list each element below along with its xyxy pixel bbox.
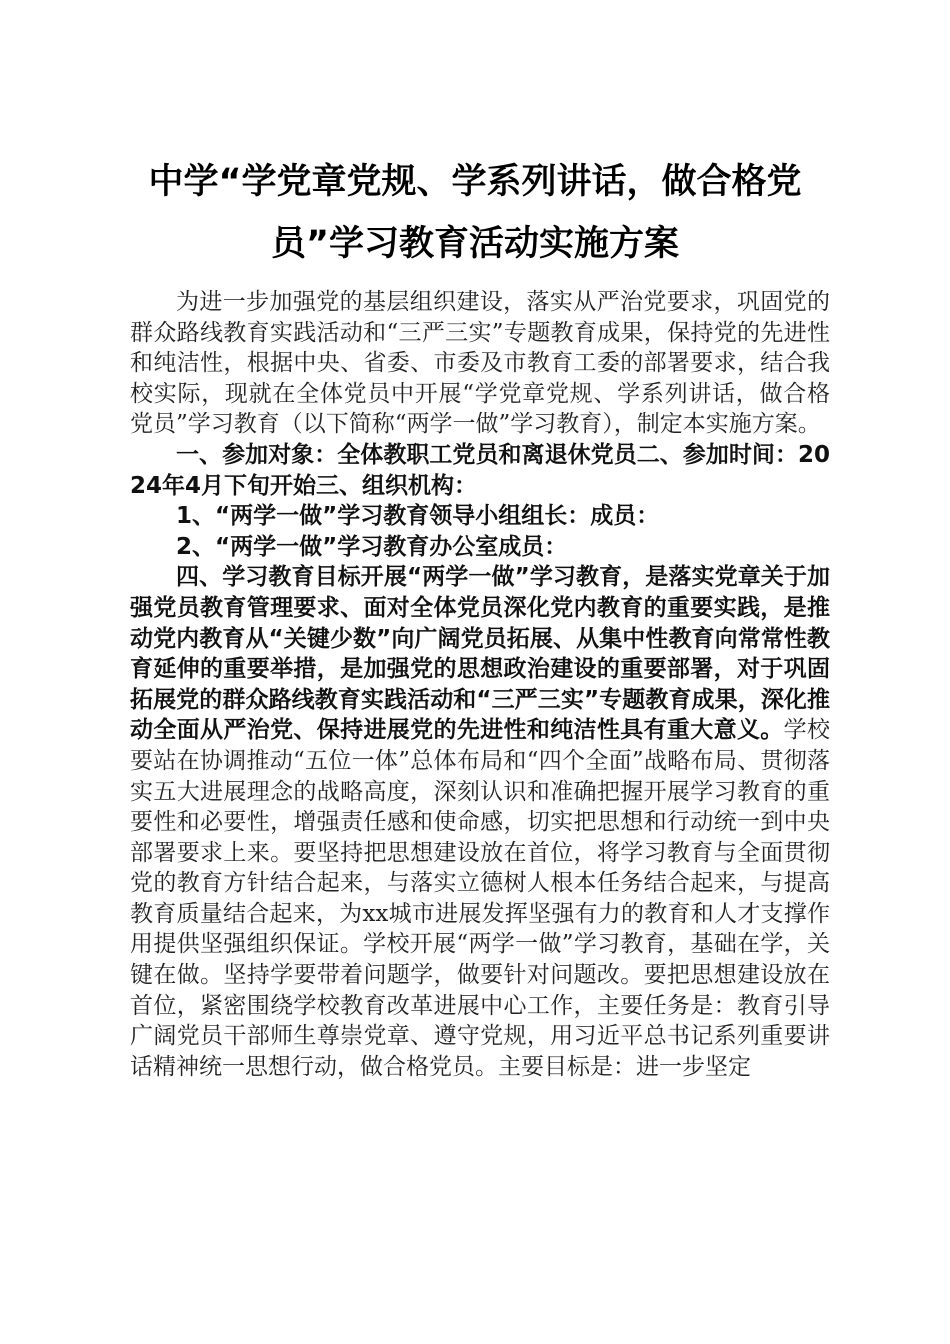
section-one-paragraph: 一、参加对象：全体教职工党员和离退休党员二、参加时间：2024年4月下旬开始三、组织机构： [130,441,830,499]
intro-paragraph: 为进一步加强党的基层组织建设，落实从严治党要求，巩固党的群众路线教育实践活动和“三严三实”专题教育成果，保持党的先进性和纯洁性，根据中央、省委、市委及市教育工委的部署要求，结合我校实际，现就在全体党员中开展“学党章党规、学系列讲话，做合格党员”学习教育（以下简称“两学一做”学习教育），制定本实施方案。 [130,289,830,438]
section-four-emphasis: 四、学习教育目标开展“两学一做”学习教育，是落实党章关于加强党员教育管理要求、面对全体党员深化党内教育的重要实践，是推动党内教育从“关键少数”向广阔党员拓展、从集中性教育向常常性教育延伸的重要举措，是加强党的思想政治建设的重要部署，对于巩固拓展党的群众路线教育实践活动和“三严三实”专题教育成果，深化推动全面从严治党、保持进展党的先进性和纯洁性具有重大意义。 [130,564,830,744]
section-four-continuation: 学校要站在协调推动“五位一体”总体布局和“四个全面”战略布局、贯彻落实五大进展理念的战略高度，深刻认识和准确把握开展学习教育的重要性和必要性，增强责任感和使命感，切实把思想和行动统一到中央部署要求上来。要坚持把思想建设放在首位，将学习教育与全面贯彻党的教育方针结合起来，与落实立德树人根本任务结合起来，与提高教育质量结合起来，为xx城市进展发挥坚强有力的教育和人才支撑作用提供坚强组织保证。学校开展“两学一做”学习教育，基础在学，关键在做。坚持学要带着问题学，做要针对问题改。要把思想建设放在首位，紧密围绕学校教育改革进展中心工作，主要任务是：教育引导广阔党员干部师生尊崇党章、遵守党规，用习近平总书记系列重要讲话精神统一思想行动，做合格党员。主要目标是：进一步坚定 [130,717,831,1080]
document-title-line-1: 中学“学党章党规、学系列讲话，做合格党 [148,162,802,202]
section-four-paragraph [130,562,830,1082]
document-title-line-2: 员”学习教育活动实施方案 [270,224,679,264]
organization-item-one: 1、“两学一做”学习教育领导小组组长：成员： [176,503,660,530]
organization-item-two: 2、“两学一做”学习教育办公室成员： [176,533,568,560]
document-body [130,287,830,1082]
